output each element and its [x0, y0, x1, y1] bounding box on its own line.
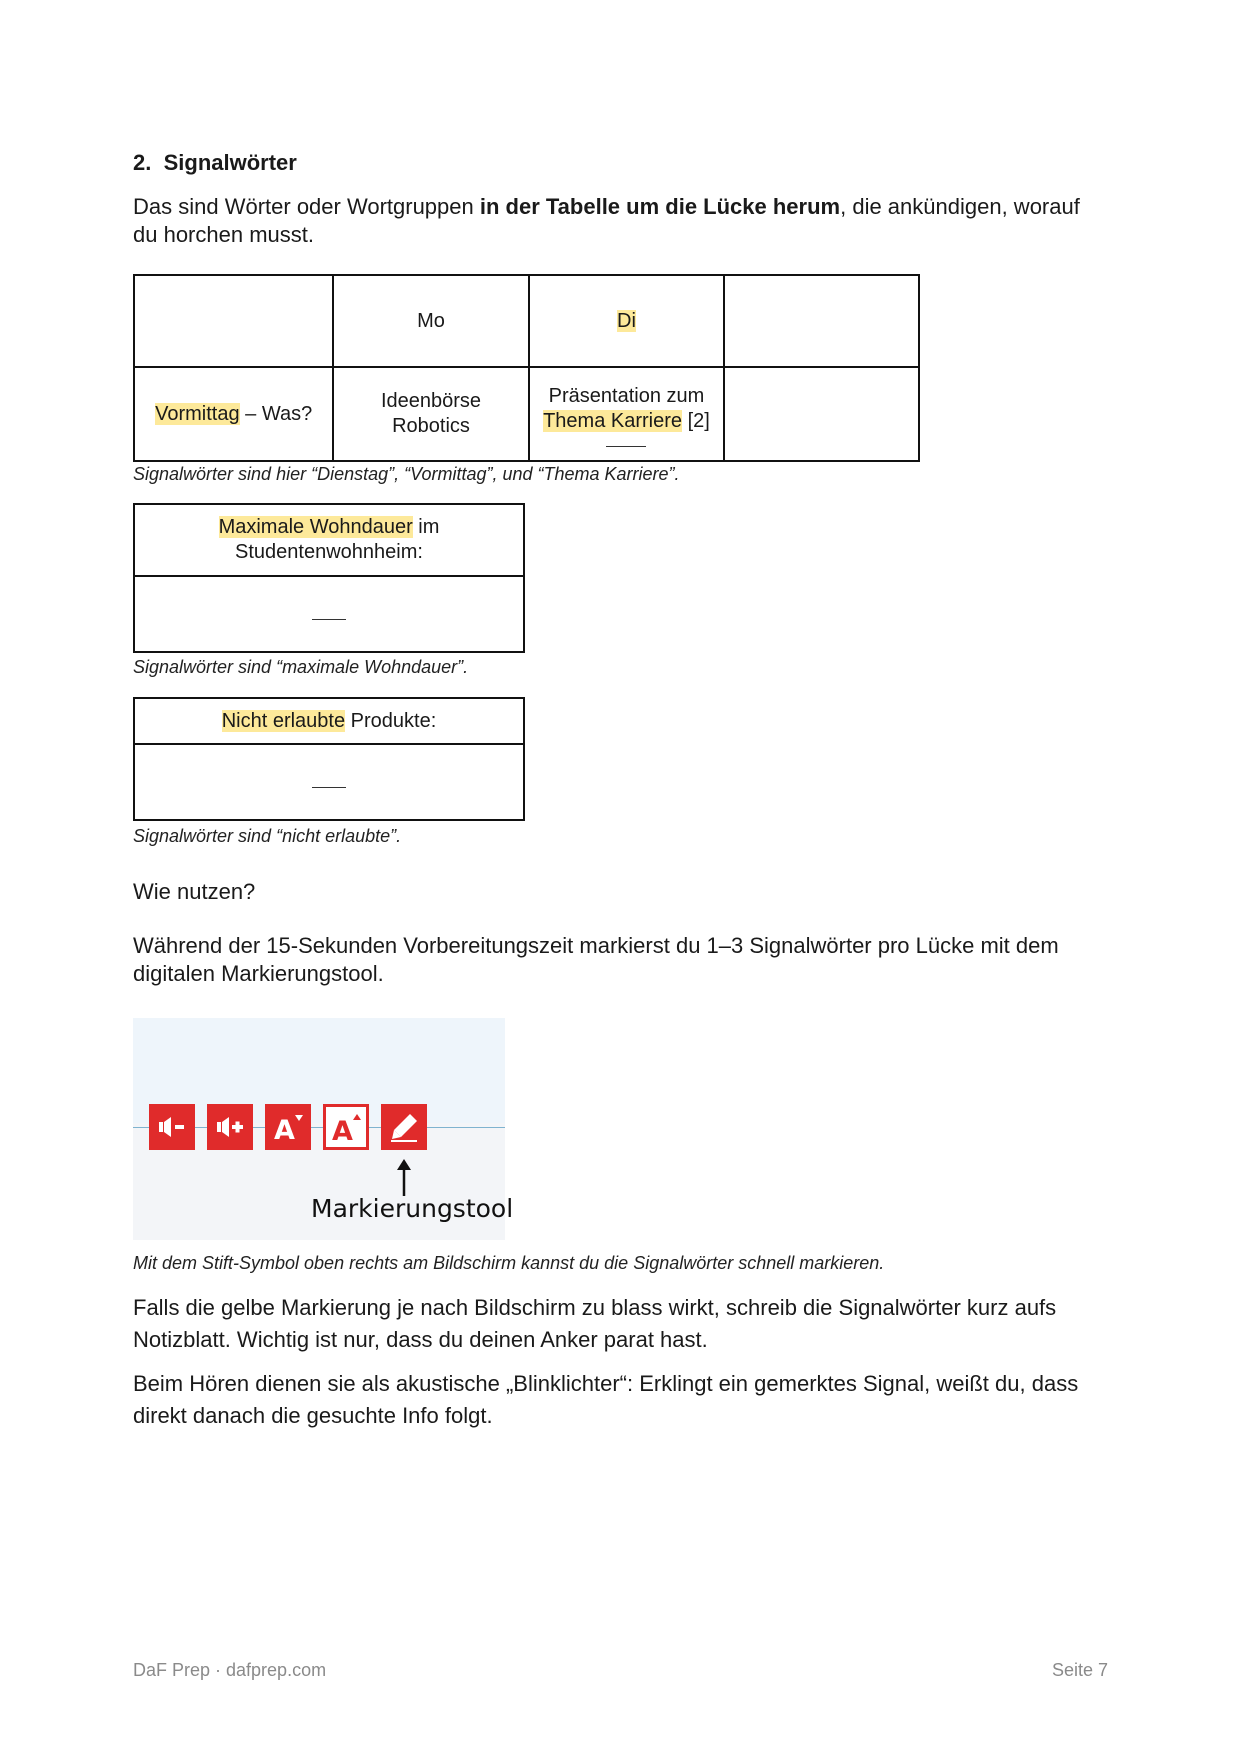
section-title: Signalwörter [163, 150, 297, 175]
paragraph-2 [133, 1368, 1123, 1432]
cell-text: Ideenbörse [380, 390, 482, 412]
gap-blank [606, 446, 646, 447]
intro-text-end: , die ankündigen, worauf [840, 194, 1080, 219]
answer-cell [134, 744, 524, 820]
section-heading [133, 150, 297, 176]
pencil-icon [388, 1111, 420, 1143]
table-cell-di [529, 367, 725, 461]
table-header-di [529, 275, 725, 367]
row-label-rest: – Was? [239, 402, 313, 425]
gap-blank [312, 619, 346, 620]
usage-line2: digitalen Markierungstool. [133, 961, 384, 986]
wohndauer-table [133, 503, 525, 653]
produkte-table [133, 697, 525, 821]
cell-text: Präsentation zum [548, 385, 705, 407]
volume-down-icon [157, 1114, 187, 1140]
table1-caption: Signalwörter sind hier “Dienstag”, “Vormittag”, und “Thema Karriere”. [133, 464, 680, 484]
schedule-table [133, 274, 920, 462]
arrow-up-icon [395, 1158, 413, 1198]
volume-down-button[interactable] [149, 1104, 195, 1150]
section-number: 2. [133, 150, 152, 175]
answer-cell [134, 576, 524, 652]
header-line2: Studentenwohnheim: [235, 541, 423, 563]
highlight-wohndauer: Maximale Wohndauer [218, 516, 413, 538]
table-cell-empty [724, 367, 919, 461]
p1-line1: Falls die gelbe Markierung je nach Bildschirm zu blass wirkt, schreib die Signalwörter kurz aufs [133, 1295, 1057, 1320]
table-cell-empty [134, 275, 333, 367]
volume-up-button[interactable] [207, 1104, 253, 1150]
highlight-vormittag: Vormittag [155, 402, 240, 425]
font-size-down-button[interactable] [265, 1104, 311, 1150]
intro-bold: in der Tabelle um die Lücke herum [479, 194, 841, 219]
svg-text:A: A [332, 1116, 353, 1144]
table3-caption: Signalwörter sind “nicht erlaubte”. [133, 826, 402, 846]
intro-paragraph [133, 193, 1113, 249]
svg-text:A: A [274, 1115, 295, 1144]
font-size-down-icon [271, 1110, 305, 1144]
paragraph-1 [133, 1292, 1123, 1356]
table-header [134, 698, 524, 744]
volume-up-icon [215, 1114, 245, 1140]
table-cell-mo [333, 367, 528, 461]
table-row-label [134, 367, 333, 461]
intro-line2: du horchen musst. [133, 222, 314, 247]
p2-line1: Beim Hören dienen sie als akustische „Blinklichter“: Erklingt ein gemerktes Signal, weißt du, dass [133, 1371, 1079, 1396]
highlight-nicht-erlaubte: Nicht erlaubte [221, 709, 346, 732]
header-rest: Produkte: [345, 709, 437, 732]
header-rest: im [412, 516, 440, 538]
markierungstool-label: Markierungstool [311, 1194, 514, 1223]
highlighter-button[interactable] [381, 1104, 427, 1150]
toolbar-screenshot [133, 1018, 514, 1240]
p2-line2: direkt danach die gesuchte Info folgt. [133, 1403, 493, 1428]
screenshot-caption: Mit dem Stift-Symbol oben rechts am Bildschirm kannst du die Signalwörter schnell markieren. [133, 1253, 885, 1273]
cell-text: Robotics [392, 415, 470, 437]
footer-left: DaF Prep · dafprep.com [133, 1660, 327, 1680]
p1-line2: Notizblatt. Wichtig ist nur, dass du deinen Anker parat hast. [133, 1327, 708, 1352]
usage-paragraph [133, 932, 1123, 988]
usage-line1: Während der 15-Sekunden Vorbereitungszeit markierst du 1–3 Signalwörter pro Lücke mit dem [133, 933, 1059, 958]
font-size-up-icon [329, 1110, 363, 1144]
highlight-thema-karriere: Thema Karriere [543, 410, 683, 432]
table-cell-empty [724, 275, 919, 367]
page-number: Seite 7 [1051, 1660, 1108, 1680]
highlight-di: Di [617, 309, 636, 332]
gap-blank [312, 787, 346, 788]
table-header-mo: Mo [333, 275, 528, 367]
usage-question: Wie nutzen? [133, 879, 256, 904]
font-size-up-button[interactable] [323, 1104, 369, 1150]
table-header [134, 504, 524, 576]
table2-caption: Signalwörter sind “maximale Wohndauer”. [133, 657, 469, 677]
cell-ref: [2] [682, 410, 710, 432]
intro-text: Das sind Wörter oder Wortgruppen [133, 194, 480, 219]
